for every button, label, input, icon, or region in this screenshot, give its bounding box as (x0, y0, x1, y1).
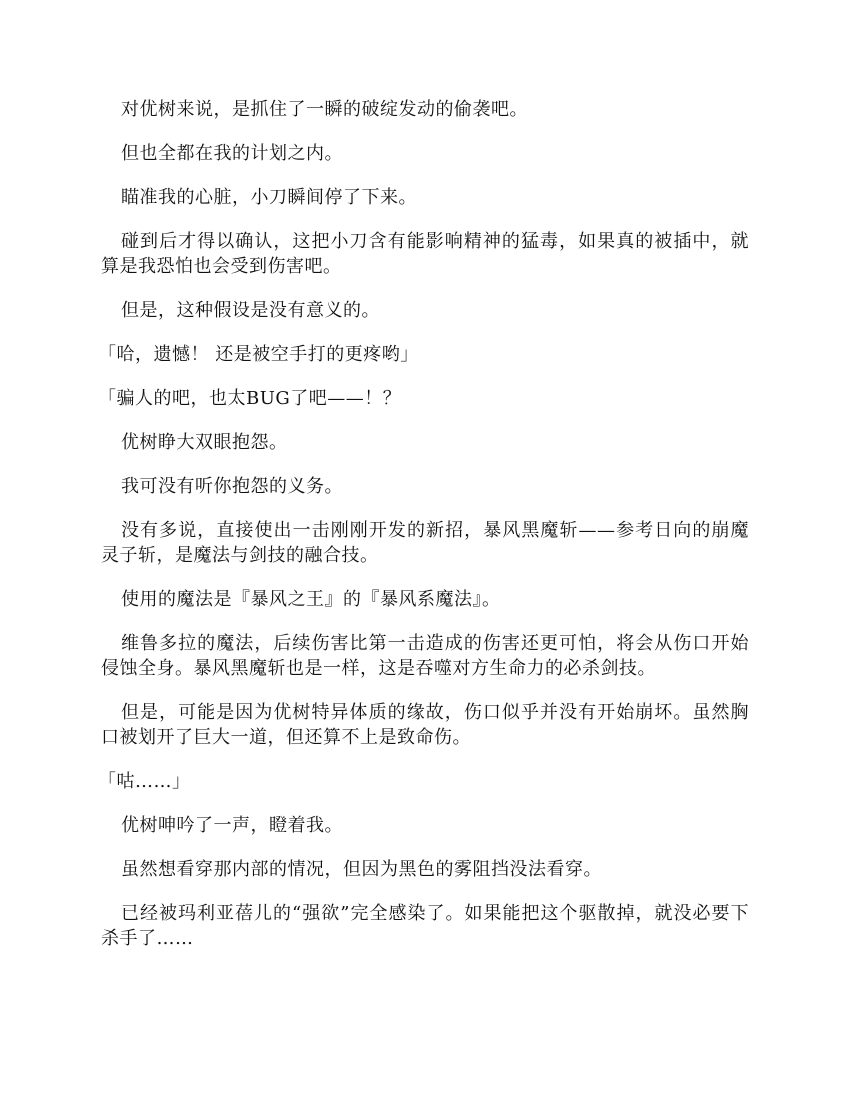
paragraph: 优树睁大双眼抱怨。 (121, 432, 288, 453)
paragraph: 我可没有听你抱怨的义务。 (121, 476, 343, 497)
paragraph: 对优树来说，是抓住了一瞬的破绽发动的偷袭吧。 (121, 99, 528, 120)
paragraph: 但是，可能是因为优树特异体质的缘故，伤口似乎并没有开始崩坏。虽然胸口被划开了巨大一道，但还算不上是致命伤。 (101, 702, 749, 748)
paragraph: 使用的魔法是『暴风之王』的『暴风系魔法』。 (121, 589, 501, 610)
paragraph: 维鲁多拉的魔法，后续伤害比第一击造成的伤害还更可怕，将会从伤口开始侵蚀全身。暴风黑魔斩也是一样，这是吞噬对方生命力的必杀剑技。 (101, 633, 749, 679)
paragraph: 瞄准我的心脏，小刀瞬间停了下来。 (121, 187, 417, 208)
paragraph: 优树呻吟了一声，瞪着我。 (121, 815, 343, 836)
paragraph: 但是，这种假设是没有意义的。 (121, 300, 380, 321)
dialogue-line: 「咕……」 (98, 771, 191, 792)
paragraph: 碰到后才得以确认，这把小刀含有能影响精神的猛毒，如果真的被插中，就算是我恐怕也会受到伤害吧。 (101, 231, 749, 277)
dialogue-line: 「骗人的吧，也太BUG了吧——！？ (98, 388, 402, 409)
paragraph: 没有多说，直接使出一击刚刚开发的新招，暴风黑魔斩——参考日向的崩魔灵子斩，是魔法与剑技的融合技。 (101, 520, 749, 566)
paragraph: 虽然想看穿那内部的情况，但因为黑色的雾阻挡没法看穿。 (121, 859, 602, 880)
document-page (98, 97, 749, 970)
paragraph: 但也全都在我的计划之内。 (121, 143, 343, 164)
dialogue-line: 「哈，遗憾！ 还是被空手打的更疼哟」 (98, 344, 419, 365)
paragraph: 已经被玛利亚蓓儿的“强欲”完全感染了。如果能把这个驱散掉，就没必要下杀手了…… (101, 903, 749, 949)
